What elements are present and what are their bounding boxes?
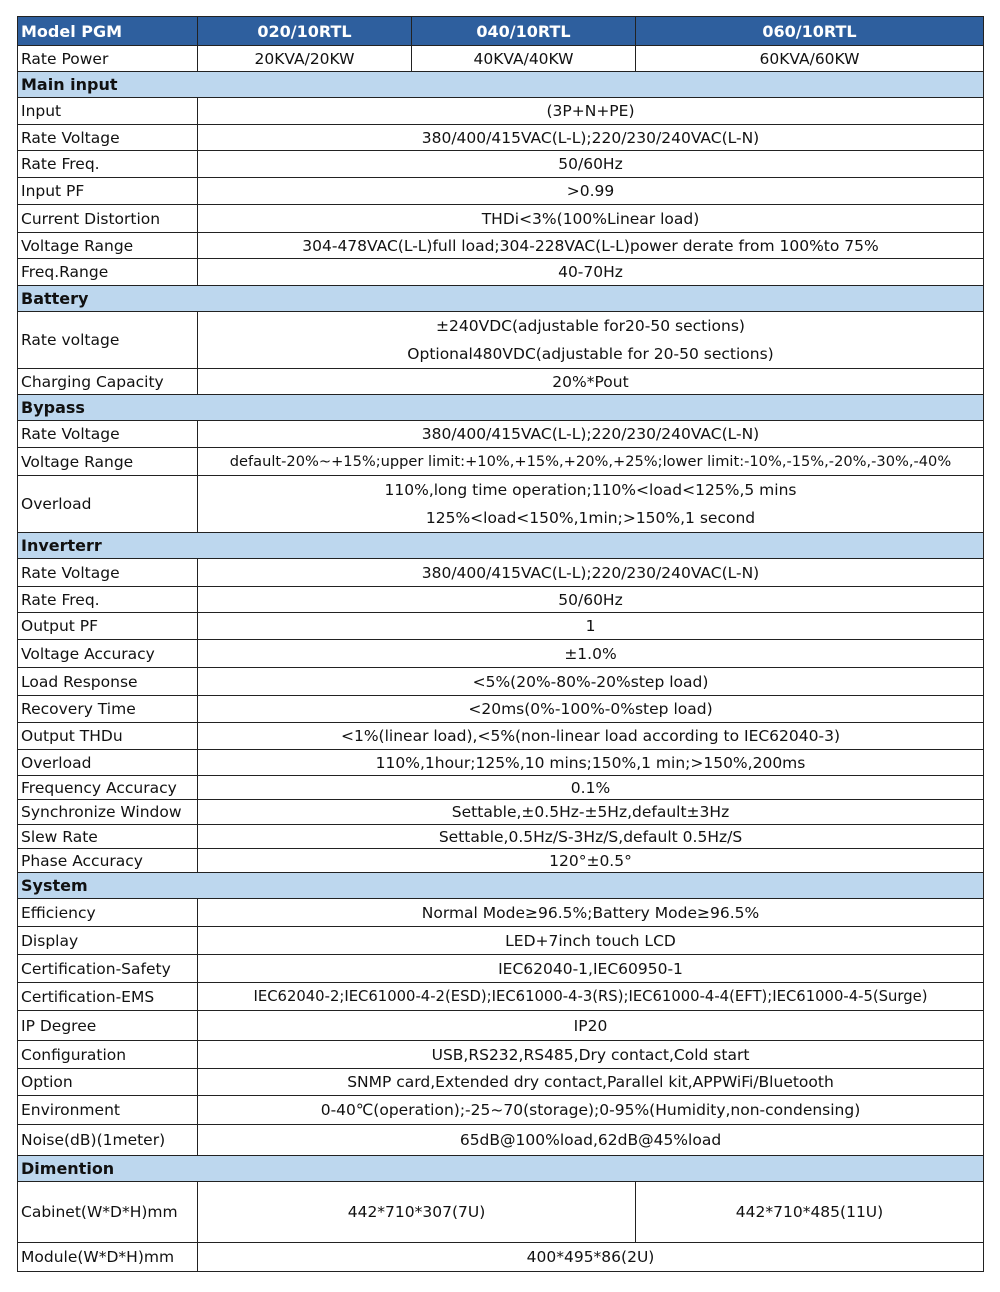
- rate-power-040: 40KVA/40KW: [412, 46, 636, 72]
- table-row: [18, 178, 984, 205]
- table-row: [18, 899, 984, 927]
- row-label: Slew Rate: [18, 825, 198, 849]
- table-row: [18, 448, 984, 476]
- row-value: Settable,±0.5Hz-±5Hz,default±3Hz: [198, 800, 984, 825]
- row-label: Input: [18, 98, 198, 125]
- table-row: [18, 849, 984, 873]
- row-label: Overload: [18, 750, 198, 776]
- value-line-2: Optional480VDC(adjustable for 20-50 sections): [407, 345, 774, 363]
- row-value: 110%,1hour;125%,10 mins;150%,1 min;>150%,200ms: [198, 750, 984, 776]
- section-title-inverter: Inverterr: [18, 533, 984, 559]
- table-row: [18, 640, 984, 668]
- row-label: Voltage Accuracy: [18, 640, 198, 668]
- row-label: Voltage Range: [18, 448, 198, 476]
- rate-power-060: 60KVA/60KW: [636, 46, 984, 72]
- table-row: [18, 151, 984, 178]
- row-value: 20%*Pout: [198, 369, 984, 395]
- row-value: IEC62040-2;IEC61000-4-2(ESD);IEC61000-4-3(RS);IEC61000-4-4(EFT);IEC61000-4-5(Surge): [198, 983, 984, 1011]
- table-row: [18, 205, 984, 233]
- row-label: Current Distortion: [18, 205, 198, 233]
- row-label: Input PF: [18, 178, 198, 205]
- row-label: Voltage Range: [18, 233, 198, 259]
- table-row: [18, 559, 984, 587]
- row-value: 50/60Hz: [198, 587, 984, 613]
- row-value: 0-40℃(operation);-25~70(storage);0-95%(Humidity,non-condensing): [198, 1096, 984, 1125]
- row-label: Certification-Safety: [18, 955, 198, 983]
- row-label: Output PF: [18, 613, 198, 640]
- header-row: [18, 17, 984, 46]
- cabinet-020: 442*710*307(7U): [198, 1182, 636, 1243]
- row-label: Noise(dB)(1meter): [18, 1125, 198, 1156]
- row-value: 380/400/415VAC(L-L);220/230/240VAC(L-N): [198, 559, 984, 587]
- table-row: [18, 955, 984, 983]
- table-row: [18, 825, 984, 849]
- table-row: [18, 259, 984, 286]
- row-value: [198, 312, 984, 369]
- spec-table: [17, 16, 984, 1272]
- row-label: Charging Capacity: [18, 369, 198, 395]
- header-model: Model PGM: [18, 17, 198, 46]
- section-title-dimention: Dimention: [18, 1156, 984, 1182]
- row-value: 50/60Hz: [198, 151, 984, 178]
- row-label: Phase Accuracy: [18, 849, 198, 873]
- row-label: Frequency Accuracy: [18, 776, 198, 800]
- header-040-10rtl: 040/10RTL: [412, 17, 636, 46]
- table-row: [18, 587, 984, 613]
- row-value: 380/400/415VAC(L-L);220/230/240VAC(L-N): [198, 125, 984, 151]
- header-020-10rtl: 020/10RTL: [198, 17, 412, 46]
- row-value: default-20%~+15%;upper limit:+10%,+15%,+20%,+25%;lower limit:-10%,-15%,-20%,-30%,-40%: [198, 448, 984, 476]
- row-value: THDi<3%(100%Linear load): [198, 205, 984, 233]
- rate-power-row: [18, 46, 984, 72]
- section-title-battery: Battery: [18, 286, 984, 312]
- row-label: Option: [18, 1069, 198, 1096]
- row-value: IP20: [198, 1011, 984, 1041]
- row-label: Module(W*D*H)mm: [18, 1243, 198, 1272]
- table-row: [18, 613, 984, 640]
- row-label: Freq.Range: [18, 259, 198, 286]
- table-row: [18, 312, 984, 369]
- section-header: [18, 286, 984, 312]
- row-label: Cabinet(W*D*H)mm: [18, 1182, 198, 1243]
- module-row: [18, 1243, 984, 1272]
- row-value: >0.99: [198, 178, 984, 205]
- row-label: Rate Voltage: [18, 559, 198, 587]
- table-row: [18, 800, 984, 825]
- row-value: [198, 476, 984, 533]
- cabinet-row: [18, 1182, 984, 1243]
- value-line-1: ±240VDC(adjustable for20-50 sections): [436, 317, 745, 335]
- row-label: Rate Freq.: [18, 587, 198, 613]
- section-header: [18, 395, 984, 421]
- table-row: [18, 696, 984, 723]
- row-label: Overload: [18, 476, 198, 533]
- row-label: IP Degree: [18, 1011, 198, 1041]
- section-header: [18, 533, 984, 559]
- row-value: (3P+N+PE): [198, 98, 984, 125]
- row-value: 304-478VAC(L-L)full load;304-228VAC(L-L)power derate from 100%to 75%: [198, 233, 984, 259]
- row-value: 0.1%: [198, 776, 984, 800]
- table-row: [18, 369, 984, 395]
- row-value: <5%(20%-80%-20%step load): [198, 668, 984, 696]
- row-value: Settable,0.5Hz/S-3Hz/S,default 0.5Hz/S: [198, 825, 984, 849]
- row-value: IEC62040-1,IEC60950-1: [198, 955, 984, 983]
- row-label: Certification-EMS: [18, 983, 198, 1011]
- rate-power-020: 20KVA/20KW: [198, 46, 412, 72]
- table-row: [18, 927, 984, 955]
- row-value: USB,RS232,RS485,Dry contact,Cold start: [198, 1041, 984, 1069]
- row-value: 400*495*86(2U): [198, 1243, 984, 1272]
- table-row: [18, 98, 984, 125]
- table-row: [18, 723, 984, 750]
- value-line-2: 125%<load<150%,1min;>150%,1 second: [425, 509, 756, 527]
- table-row: [18, 233, 984, 259]
- table-row: [18, 421, 984, 448]
- table-row: [18, 1069, 984, 1096]
- section-title-main-input: Main input: [18, 72, 984, 98]
- row-label: Configuration: [18, 1041, 198, 1069]
- table-row: [18, 476, 984, 533]
- row-label: Output THDu: [18, 723, 198, 750]
- row-value: 380/400/415VAC(L-L);220/230/240VAC(L-N): [198, 421, 984, 448]
- table-row: [18, 983, 984, 1011]
- row-label: Recovery Time: [18, 696, 198, 723]
- row-label: Environment: [18, 1096, 198, 1125]
- table-row: [18, 125, 984, 151]
- table-row: [18, 1125, 984, 1156]
- row-value: 40-70Hz: [198, 259, 984, 286]
- row-value: 1: [198, 613, 984, 640]
- row-value: SNMP card,Extended dry contact,Parallel kit,APPWiFi/Bluetooth: [198, 1069, 984, 1096]
- value-line-1: 110%,long time operation;110%<load<125%,5 mins: [384, 481, 797, 499]
- section-header: [18, 873, 984, 899]
- table-row: [18, 776, 984, 800]
- row-label: Synchronize Window: [18, 800, 198, 825]
- row-value: 65dB@100%load,62dB@45%load: [198, 1125, 984, 1156]
- section-title-bypass: Bypass: [18, 395, 984, 421]
- section-header: [18, 1156, 984, 1182]
- row-label: Rate voltage: [18, 312, 198, 369]
- row-value: LED+7inch touch LCD: [198, 927, 984, 955]
- row-value: 120°±0.5°: [198, 849, 984, 873]
- row-value: <1%(linear load),<5%(non-linear load according to IEC62040-3): [198, 723, 984, 750]
- table-row: [18, 668, 984, 696]
- row-value: Normal Mode≥96.5%;Battery Mode≥96.5%: [198, 899, 984, 927]
- row-label: Display: [18, 927, 198, 955]
- row-value: <20ms(0%-100%-0%step load): [198, 696, 984, 723]
- header-060-10rtl: 060/10RTL: [636, 17, 984, 46]
- row-label: Rate Voltage: [18, 125, 198, 151]
- row-label: Efficiency: [18, 899, 198, 927]
- section-header: [18, 72, 984, 98]
- table-row: [18, 1011, 984, 1041]
- table-row: [18, 1041, 984, 1069]
- row-label: Rate Voltage: [18, 421, 198, 448]
- table-row: [18, 1096, 984, 1125]
- table-row: [18, 750, 984, 776]
- row-label: Rate Freq.: [18, 151, 198, 178]
- row-label: Load Response: [18, 668, 198, 696]
- section-title-system: System: [18, 873, 984, 899]
- row-label: Rate Power: [18, 46, 198, 72]
- row-value: ±1.0%: [198, 640, 984, 668]
- cabinet-040: 442*710*485(11U): [636, 1182, 984, 1243]
